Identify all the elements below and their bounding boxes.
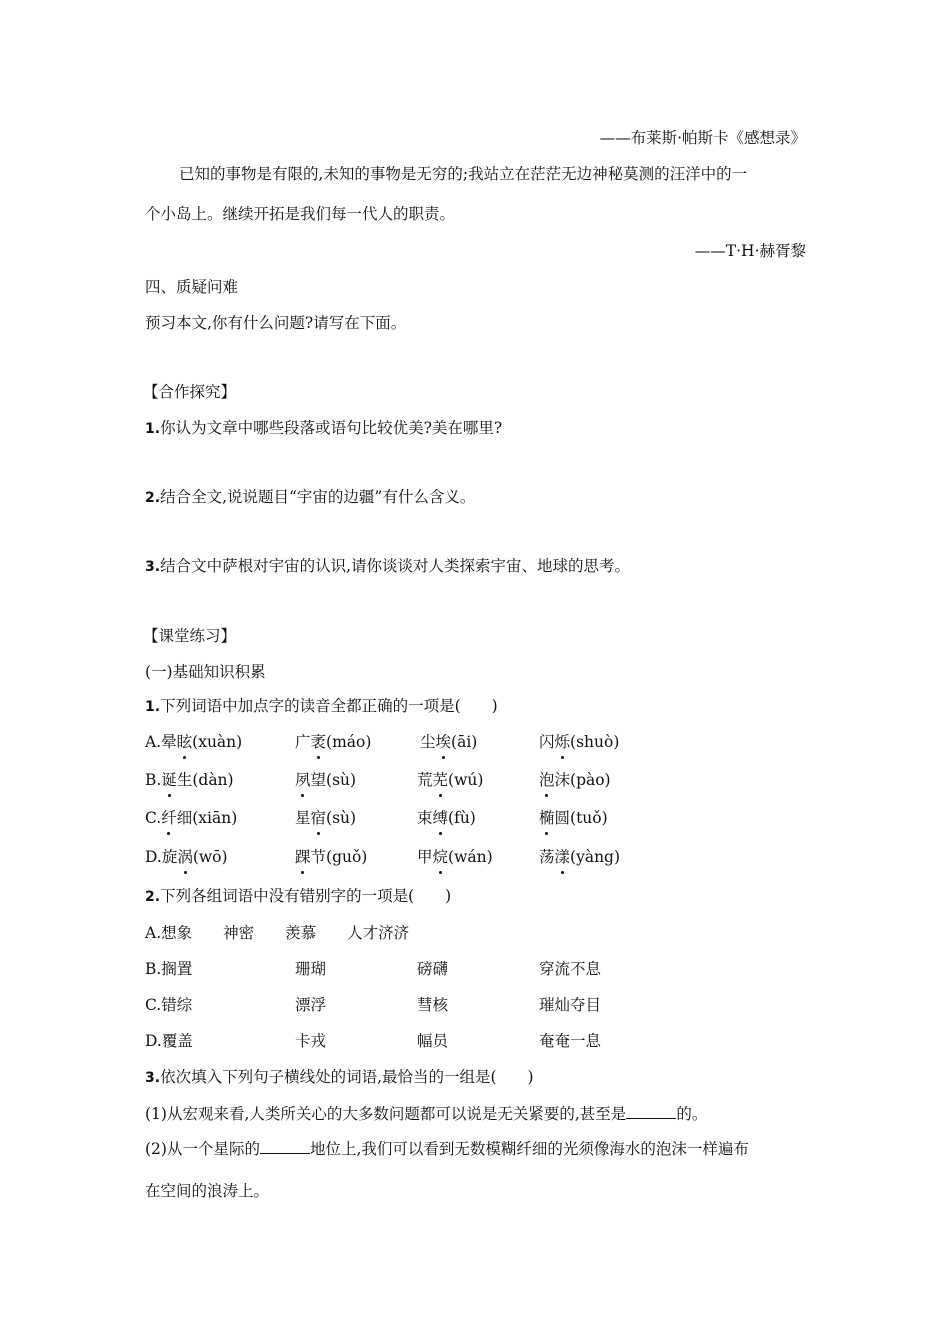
q1-b-item3: 荒芜(wú) bbox=[417, 771, 484, 789]
q3-sentence-2: (2)从一个星际的 地位上,我们可以看到无数模糊纤细的光须像海水的泡沫一样遍布 bbox=[145, 1140, 749, 1158]
practice-title: 【课堂练习】 bbox=[143, 627, 237, 645]
coop-question-3: 3.结合文中萨根对宇宙的认识,请你谈谈对人类探索宇宙、地球的思考。 bbox=[145, 557, 630, 575]
q3-stem: 3.依次填入下列句子横线处的词语,最恰当的一组是( ) bbox=[145, 1068, 534, 1086]
quote2-line1: 已知的事物是有限的,未知的事物是无穷的;我站立在茫茫无边神秘莫测的汪洋中的一 bbox=[179, 165, 748, 183]
q3-blank-1[interactable] bbox=[626, 1104, 676, 1119]
q1-a-item3: 尘埃(āi) bbox=[420, 733, 478, 751]
q1-c-item3: 束缚(fù) bbox=[417, 809, 476, 827]
quote2-line2: 个小岛上。继续开拓是我们每一代人的职责。 bbox=[145, 205, 456, 223]
q1-a-item2: 广袤(máo) bbox=[295, 733, 372, 751]
basic-title: (一)基础知识积累 bbox=[145, 663, 266, 681]
q2-stem: 2.下列各组词语中没有错别字的一项是( ) bbox=[145, 887, 452, 905]
q1-d-item3: 甲烷(wán) bbox=[417, 848, 493, 866]
q1-b-item1: B.诞生(dàn) bbox=[145, 771, 234, 789]
q3-sentence-1: (1)从宏观来看,人类所关心的大多数问题都可以说是无关紧要的,甚至是 的。 bbox=[145, 1105, 708, 1123]
q3-blank-2[interactable] bbox=[260, 1139, 310, 1154]
q2-c-item1: C.错综 bbox=[145, 996, 193, 1014]
q1-a-item1: A.晕眩(xuàn) bbox=[145, 733, 243, 751]
q2-c-item3: 彗核 bbox=[417, 996, 449, 1014]
coop-title: 【合作探究】 bbox=[143, 383, 237, 401]
q2-b-item2: 珊瑚 bbox=[295, 960, 327, 978]
quote1-source: ——布莱斯·帕斯卡《感想录》 bbox=[599, 129, 806, 147]
q2-c-item4: 璀灿夺目 bbox=[539, 996, 602, 1014]
q3-sentence-2-cont: 在空间的浪涛上。 bbox=[145, 1182, 270, 1200]
coop-question-1: 1.你认为文章中哪些段落或语句比较优美?美在哪里? bbox=[145, 419, 503, 437]
q2-d-item2: 卡戎 bbox=[295, 1032, 327, 1050]
q1-c-item4: 椭圆(tuǒ) bbox=[539, 809, 608, 827]
q1-c-item1: C.纤细(xiān) bbox=[145, 809, 238, 827]
q1-d-item2: 踝节(guǒ) bbox=[295, 848, 368, 866]
section4-title: 四、质疑问难 bbox=[145, 278, 239, 296]
q1-c-item2: 星宿(sù) bbox=[295, 809, 357, 827]
quote2-source: ——T·H·赫胥黎 bbox=[694, 242, 806, 260]
q2-c-item2: 漂浮 bbox=[295, 996, 327, 1014]
q2-d-item4: 奄奄一息 bbox=[539, 1032, 602, 1050]
q1-a-item4: 闪烁(shuò) bbox=[539, 733, 620, 751]
q2-d-item1: D.覆盖 bbox=[145, 1032, 193, 1050]
q1-b-item2: 夙望(sù) bbox=[295, 771, 357, 789]
q1-stem: 1.下列词语中加点字的读音全都正确的一项是( ) bbox=[145, 697, 498, 715]
q1-b-item4: 泡沫(pào) bbox=[539, 771, 611, 789]
q2-b-item1: B.搁置 bbox=[145, 960, 193, 978]
q1-d-item4: 荡漾(yàng) bbox=[539, 848, 621, 866]
coop-question-2: 2.结合全文,说说题目“宇宙的边疆”有什么含义。 bbox=[145, 488, 476, 506]
q2-d-item3: 幅员 bbox=[417, 1032, 449, 1050]
section4-prompt: 预习本文,你有什么问题?请写在下面。 bbox=[145, 314, 407, 332]
q2-option-a: A.想象 神密 羡慕 人才济济 bbox=[145, 924, 410, 942]
q2-b-item4: 穿流不息 bbox=[539, 960, 602, 978]
q1-d-item1: D.旋涡(wō) bbox=[145, 848, 228, 866]
q2-b-item3: 磅礴 bbox=[417, 960, 449, 978]
